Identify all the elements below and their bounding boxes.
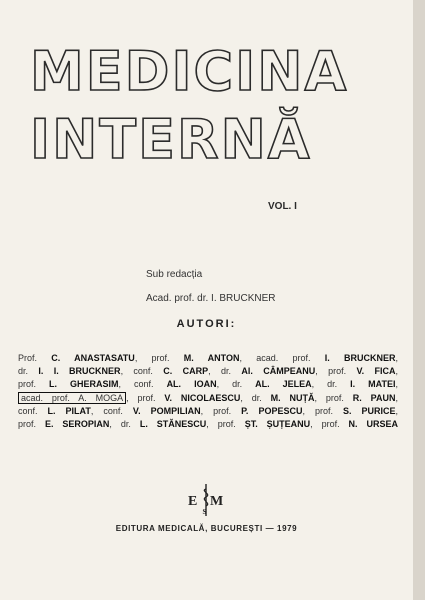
editor-label: Sub redacția	[146, 269, 203, 280]
author-title: , conf.	[90, 405, 133, 416]
author-name: N. URSEA	[348, 419, 398, 430]
logo-letter-e: E	[188, 494, 198, 509]
title-line-1: MEDICINA	[30, 40, 349, 103]
author-title: , dr.	[240, 392, 271, 403]
author-title: , prof.	[206, 419, 245, 430]
author-name: Al. CÂMPEANU	[241, 366, 316, 377]
author-name: S. PURICE	[342, 405, 396, 416]
author-title: , prof.	[126, 392, 165, 403]
author-name: I. I. BRUCKNER	[38, 366, 121, 377]
authors-line	[18, 352, 398, 365]
author-name: L. STĂNESCU	[139, 419, 207, 430]
author-title: , prof.	[200, 405, 242, 416]
author-title: , acad. prof.	[239, 353, 325, 363]
author-name: L. GHERASIM	[49, 379, 119, 390]
authors-line	[18, 405, 398, 418]
author-title: ,	[395, 392, 398, 403]
author-name: P. POPESCU	[241, 405, 303, 416]
author-name: E. SEROPIAN	[44, 419, 110, 430]
author-title: , dr.	[109, 419, 140, 430]
author-name: acad. prof. A. MOGA	[18, 392, 126, 404]
author-title: ,	[395, 366, 398, 377]
author-title: Prof.	[18, 353, 52, 363]
author-name: L. PILAT	[47, 405, 91, 416]
author-title: , dr.	[208, 366, 242, 377]
author-name: R. PAUN	[352, 392, 396, 403]
authors-line	[18, 365, 398, 378]
volume-label: VOL. I	[268, 201, 297, 212]
logo-letter-m: M	[210, 494, 224, 509]
authors-list	[18, 352, 398, 431]
authors-line	[18, 392, 398, 405]
author-title: , prof.	[315, 366, 357, 377]
author-name: C. CARP	[163, 366, 209, 377]
author-title: prof.	[18, 379, 50, 390]
publisher-logo	[186, 483, 226, 517]
author-title: ,	[395, 405, 398, 416]
author-title: dr.	[18, 366, 39, 377]
author-name: AL. JELEA	[255, 379, 312, 390]
author-name: AL. IOAN	[166, 379, 217, 390]
author-title: , dr.	[216, 379, 256, 390]
title-line-2: INTERNĂ	[30, 108, 312, 171]
author-name: M. NUȚĂ	[270, 392, 315, 403]
author-name: V. FICA	[356, 366, 396, 377]
author-title: , conf.	[120, 366, 164, 377]
author-name: V. POMPILIAN	[132, 405, 201, 416]
author-name: I. MATEI	[350, 379, 396, 390]
author-title: , prof.	[134, 353, 184, 363]
author-title: conf.	[18, 405, 48, 416]
author-title: prof.	[18, 419, 45, 430]
author-title: ,	[395, 353, 398, 363]
author-name: C. ANASTASATU	[51, 353, 135, 363]
author-title: , prof.	[310, 419, 349, 430]
authors-line	[18, 378, 398, 391]
author-title: ,	[395, 379, 399, 390]
author-name: I. BRUCKNER	[324, 353, 396, 363]
page-edge	[413, 0, 425, 600]
author-title: , dr.	[311, 379, 351, 390]
author-title: , prof.	[302, 405, 343, 416]
author-title: , prof.	[314, 392, 353, 403]
author-name: M. ANTON	[183, 353, 240, 363]
authors-line	[18, 418, 398, 431]
editor-name: Acad. prof. dr. I. BRUCKNER	[146, 293, 276, 304]
author-name: V. NICOLAESCU	[164, 392, 241, 403]
author-title: , conf.	[118, 379, 167, 390]
publisher-imprint: EDITURA MEDICALĂ, BUCUREȘTI — 1979	[115, 524, 298, 533]
authors-heading: AUTORI:	[176, 318, 237, 330]
logo-letter-s: S	[202, 508, 207, 516]
author-name: ȘT. ȘUȚEANU	[244, 419, 311, 430]
